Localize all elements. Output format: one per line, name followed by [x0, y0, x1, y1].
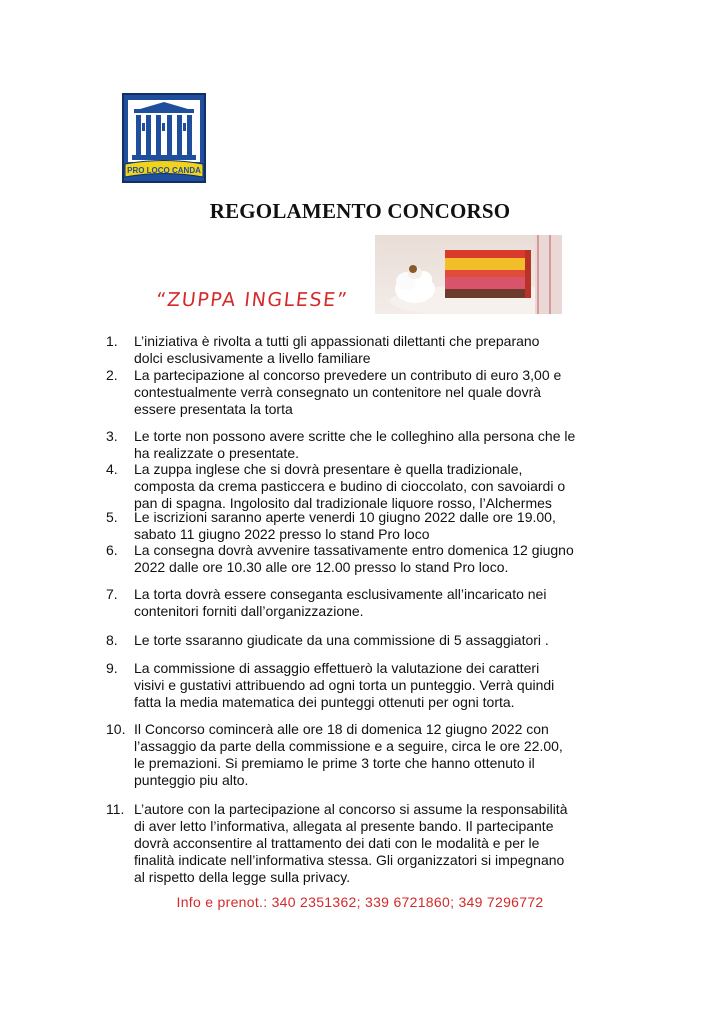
- rule-text-line: La torta dovrà essere conseganta esclusivamente all’incaricato nei: [134, 586, 547, 602]
- rule-text-line: contestualmente verrà consegnato un contenitore nel quale dovrà: [134, 384, 542, 400]
- rule-text-line: Il Concorso comincerà alle ore 18 di domenica 12 giugno 2022 con: [134, 721, 549, 737]
- rule-number: 8.: [106, 632, 118, 648]
- rule-number: 7.: [106, 586, 118, 602]
- rule-text-line: La consegna dovrà avvenire tassativamente entro domenica 12 giugno: [134, 542, 574, 558]
- rule-text-line: visivi e gustativi attribuendo ad ogni torta un punteggio. Verrà quindi: [134, 677, 555, 693]
- rule-number: 4.: [106, 461, 118, 477]
- contact-info: Info e prenot.: 340 2351362; 339 6721860; 349 7296772: [176, 894, 544, 910]
- rule-number: 11.: [106, 801, 125, 817]
- rule-text-line: punteggio piu alto.: [134, 772, 249, 788]
- rule-text-line: pan di spagna. Ingolosito dal tradizionale liquore rosso, l’Alchermes: [134, 495, 552, 511]
- rule-text-line: Le iscrizioni saranno aperte venerdi 10 giugno 2022 dalle ore 19.00,: [134, 509, 556, 525]
- rule-number: 5.: [106, 509, 118, 525]
- rule-text-line: contenitori forniti dall’organizzazione.: [134, 603, 364, 619]
- rule-text-line: l’assaggio da parte della commissione e a seguire, circa le ore 22.00,: [134, 738, 563, 754]
- rule-text-line: La commissione di assaggio effettuerò la valutazione dei caratteri: [134, 660, 540, 676]
- page-title: REGOLAMENTO CONCORSO: [209, 199, 511, 223]
- rule-text-line: di aver letto l’informativa, allegata al presente bando. Il partecipante: [134, 818, 554, 834]
- rule-text-line: le premazioni. Si premiamo le prime 3 torte che hanno ottenuto il: [134, 755, 535, 771]
- rule-number: 3.: [106, 428, 118, 444]
- rule-text-line: L’autore con la partecipazione al concorso si assume la responsabilità: [134, 801, 568, 817]
- rule-number: 10.: [106, 721, 126, 737]
- rule-number: 6.: [106, 542, 118, 558]
- rule-number: 2.: [106, 367, 118, 383]
- subtitle: “ZUPPA INGLESE”: [154, 289, 350, 311]
- rule-text-line: Le torte non possono avere scritte che le colleghino alla persona che le: [134, 428, 576, 444]
- rule-text-line: La partecipazione al concorso prevedere un contributo di euro 3,00 e: [134, 367, 562, 383]
- logo-text: PRO LOCO CANDA: [127, 166, 201, 175]
- rule-text-line: finalità indicate nell’informativa stessa. Gli organizzatori si impegnano: [134, 852, 565, 868]
- rule-text-line: al rispetto della legge sulla privacy.: [134, 869, 351, 885]
- rule-number: 9.: [106, 660, 118, 676]
- rule-text-line: sabato 11 giugno 2022 presso lo stand Pro loco: [134, 526, 430, 542]
- rule-text-line: composta da crema pasticcera e budino di cioccolato, con savoiardi o: [134, 478, 566, 494]
- rule-text-line: L’iniziativa è rivolta a tutti gli appassionati dilettanti che preparano: [134, 333, 540, 349]
- rule-text-line: ha realizzate o presentate.: [134, 445, 299, 461]
- rule-text-line: La zuppa inglese che si dovrà presentare è quella tradizionale,: [134, 461, 523, 477]
- rule-text-line: dovrà acconsentire al trattamento dei dati con le modalità e per le: [134, 835, 540, 851]
- rule-text-line: 2022 dalle ore 10.30 alle ore 12.00 presso lo stand Pro loco.: [134, 559, 509, 575]
- rule-text-line: Le torte ssaranno giudicate da una commissione di 5 assaggiatori .: [134, 632, 549, 648]
- rule-text-line: dolci esclusivamente a livello familiare: [134, 350, 371, 366]
- rule-text-line: essere presentata la torta: [134, 401, 293, 417]
- rule-number: 1.: [106, 333, 118, 349]
- rule-text-line: fatta la media matematica dei punteggi ottenuti per ogni torta.: [134, 694, 515, 710]
